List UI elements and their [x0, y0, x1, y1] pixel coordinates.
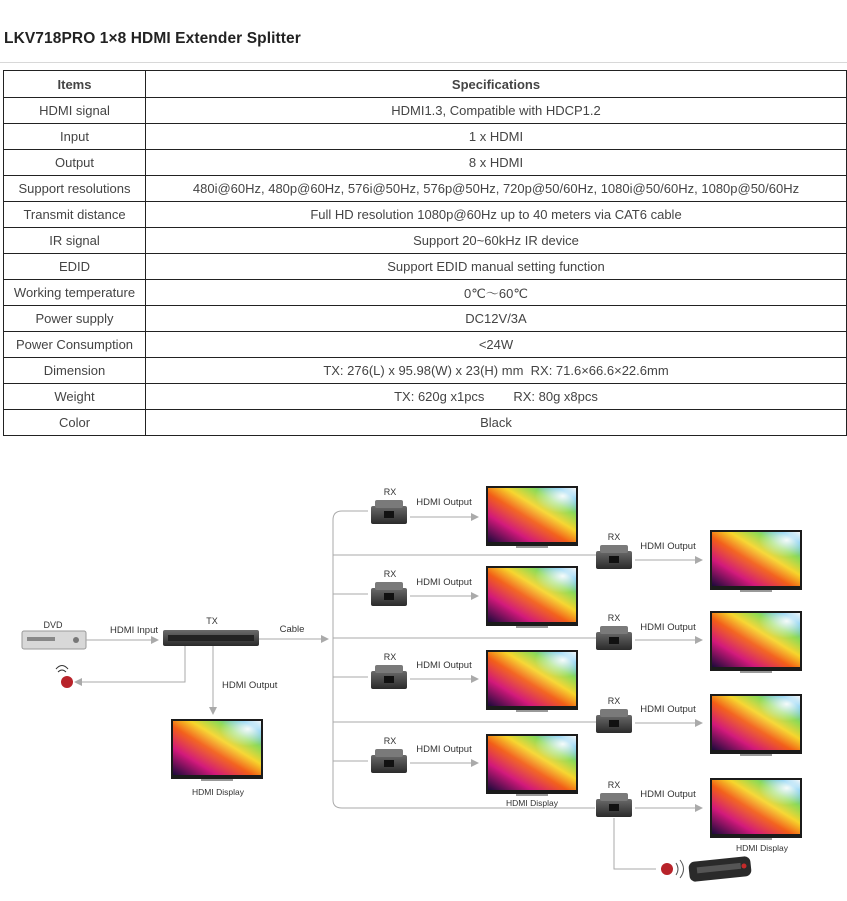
tx-hdmi-output-label: HDMI Output [222, 680, 278, 691]
rx-unit-1 [371, 486, 578, 548]
local-hdmi-display-icon [171, 719, 263, 781]
row-item: Support resolutions [4, 176, 146, 202]
hdmi-output-label: HDMI Output [640, 789, 696, 800]
hdmi-output-label: HDMI Output [640, 622, 696, 633]
hdmi-display-label: HDMI Display [506, 798, 558, 808]
hdmi-display-icon [710, 611, 802, 673]
row-item: Power supply [4, 306, 146, 332]
row-spec: 0℃～60℃ [146, 280, 847, 306]
rx-label: RX [607, 696, 621, 706]
hdmi-output-label: HDMI Output [416, 660, 472, 671]
title-divider [0, 62, 847, 63]
rx-unit-2 [371, 566, 578, 628]
tx-label: TX [206, 616, 218, 626]
hdmi-display-label: HDMI Display [736, 843, 788, 853]
hdmi-output-label: HDMI Output [416, 577, 472, 588]
row-spec: Full HD resolution 1080p@60Hz up to 40 meters via CAT6 cable [146, 202, 847, 228]
dvd-player-icon [22, 631, 86, 649]
row-spec: 1 x HDMI [146, 124, 847, 150]
row-spec: 8 x HDMI [146, 150, 847, 176]
table-row [4, 384, 847, 410]
row-item: Weight [4, 384, 146, 410]
hdmi-display-icon [486, 486, 578, 548]
cable-label: Cable [279, 624, 305, 635]
rx-label: RX [383, 652, 397, 662]
dvd-label: DVD [43, 620, 63, 630]
row-item: EDID [4, 254, 146, 280]
rx-unit-5 [596, 530, 802, 592]
table-row [4, 150, 847, 176]
row-spec: <24W [146, 332, 847, 358]
rx-device-icon [596, 545, 632, 569]
connection-diagram [0, 470, 847, 901]
rx-unit-8 [596, 778, 802, 853]
row-spec: HDMI1.3, Compatible with HDCP1.2 [146, 98, 847, 124]
row-spec: Support 20~60kHz IR device [146, 228, 847, 254]
rx-device-icon [371, 749, 407, 773]
hdmi-input-label: HDMI Input [109, 625, 159, 636]
rx-label: RX [383, 569, 397, 579]
hdmi-output-label: HDMI Output [416, 497, 472, 508]
remote-control-icon [688, 856, 752, 882]
rx-unit-3 [371, 650, 578, 712]
ir-extender-icon [661, 860, 684, 878]
rx-unit-7 [596, 694, 802, 756]
rx-unit-4 [371, 734, 578, 808]
row-spec: TX: 276(L) x 95.98(W) x 23(H) mm RX: 71.6×66.6×22.6mm [146, 358, 847, 384]
header-items: Items [4, 71, 146, 98]
header-specifications: Specifications [146, 71, 847, 98]
rx-device-icon [371, 582, 407, 606]
table-row [4, 410, 847, 436]
hdmi-display-icon [486, 734, 578, 796]
row-item: Input [4, 124, 146, 150]
page-title: LKV718PRO 1×8 HDMI Extender Splitter [4, 30, 301, 47]
hdmi-display-icon [710, 694, 802, 756]
rx-label: RX [607, 613, 621, 623]
row-item: Color [4, 410, 146, 436]
row-spec: 480i@60Hz, 480p@60Hz, 576i@50Hz, 576p@50Hz, 720p@50/60Hz, 1080i@50/60Hz, 1080p@50/60Hz [146, 176, 847, 202]
table-row [4, 124, 847, 150]
table-row [4, 254, 847, 280]
table-row [4, 306, 847, 332]
row-spec: TX: 620g x1pcs RX: 80g x8pcs [146, 384, 847, 410]
ir-receiver-icon [56, 666, 73, 689]
rx-label: RX [383, 487, 397, 497]
row-item: Transmit distance [4, 202, 146, 228]
row-spec: Black [146, 410, 847, 436]
rx-label: RX [607, 780, 621, 790]
row-item: Power Consumption [4, 332, 146, 358]
table-row [4, 358, 847, 384]
rx-device-icon [596, 793, 632, 817]
row-item: Dimension [4, 358, 146, 384]
table-row [4, 202, 847, 228]
hdmi-display-icon [486, 650, 578, 712]
hdmi-output-label: HDMI Output [416, 744, 472, 755]
row-spec: DC12V/3A [146, 306, 847, 332]
hdmi-output-label: HDMI Output [640, 704, 696, 715]
rx-unit-6 [596, 611, 802, 673]
hdmi-display-icon [710, 530, 802, 592]
spec-table [3, 70, 847, 436]
hdmi-display-icon [710, 778, 802, 840]
row-item: Working temperature [4, 280, 146, 306]
tx-splitter-icon [163, 630, 259, 646]
hdmi-display-icon [486, 566, 578, 628]
row-item: Output [4, 150, 146, 176]
rx-device-icon [596, 626, 632, 650]
rx-device-icon [596, 709, 632, 733]
rx-label: RX [607, 532, 621, 542]
rx-label: RX [383, 736, 397, 746]
table-row [4, 280, 847, 306]
table-row [4, 176, 847, 202]
rx-device-icon [371, 665, 407, 689]
spec-table-header-row [4, 71, 847, 98]
local-hdmi-display-label: HDMI Display [192, 787, 244, 797]
table-row [4, 98, 847, 124]
rx-device-icon [371, 500, 407, 524]
row-item: HDMI signal [4, 98, 146, 124]
table-row [4, 332, 847, 358]
row-item: IR signal [4, 228, 146, 254]
row-spec: Support EDID manual setting function [146, 254, 847, 280]
hdmi-output-label: HDMI Output [640, 541, 696, 552]
table-row [4, 228, 847, 254]
